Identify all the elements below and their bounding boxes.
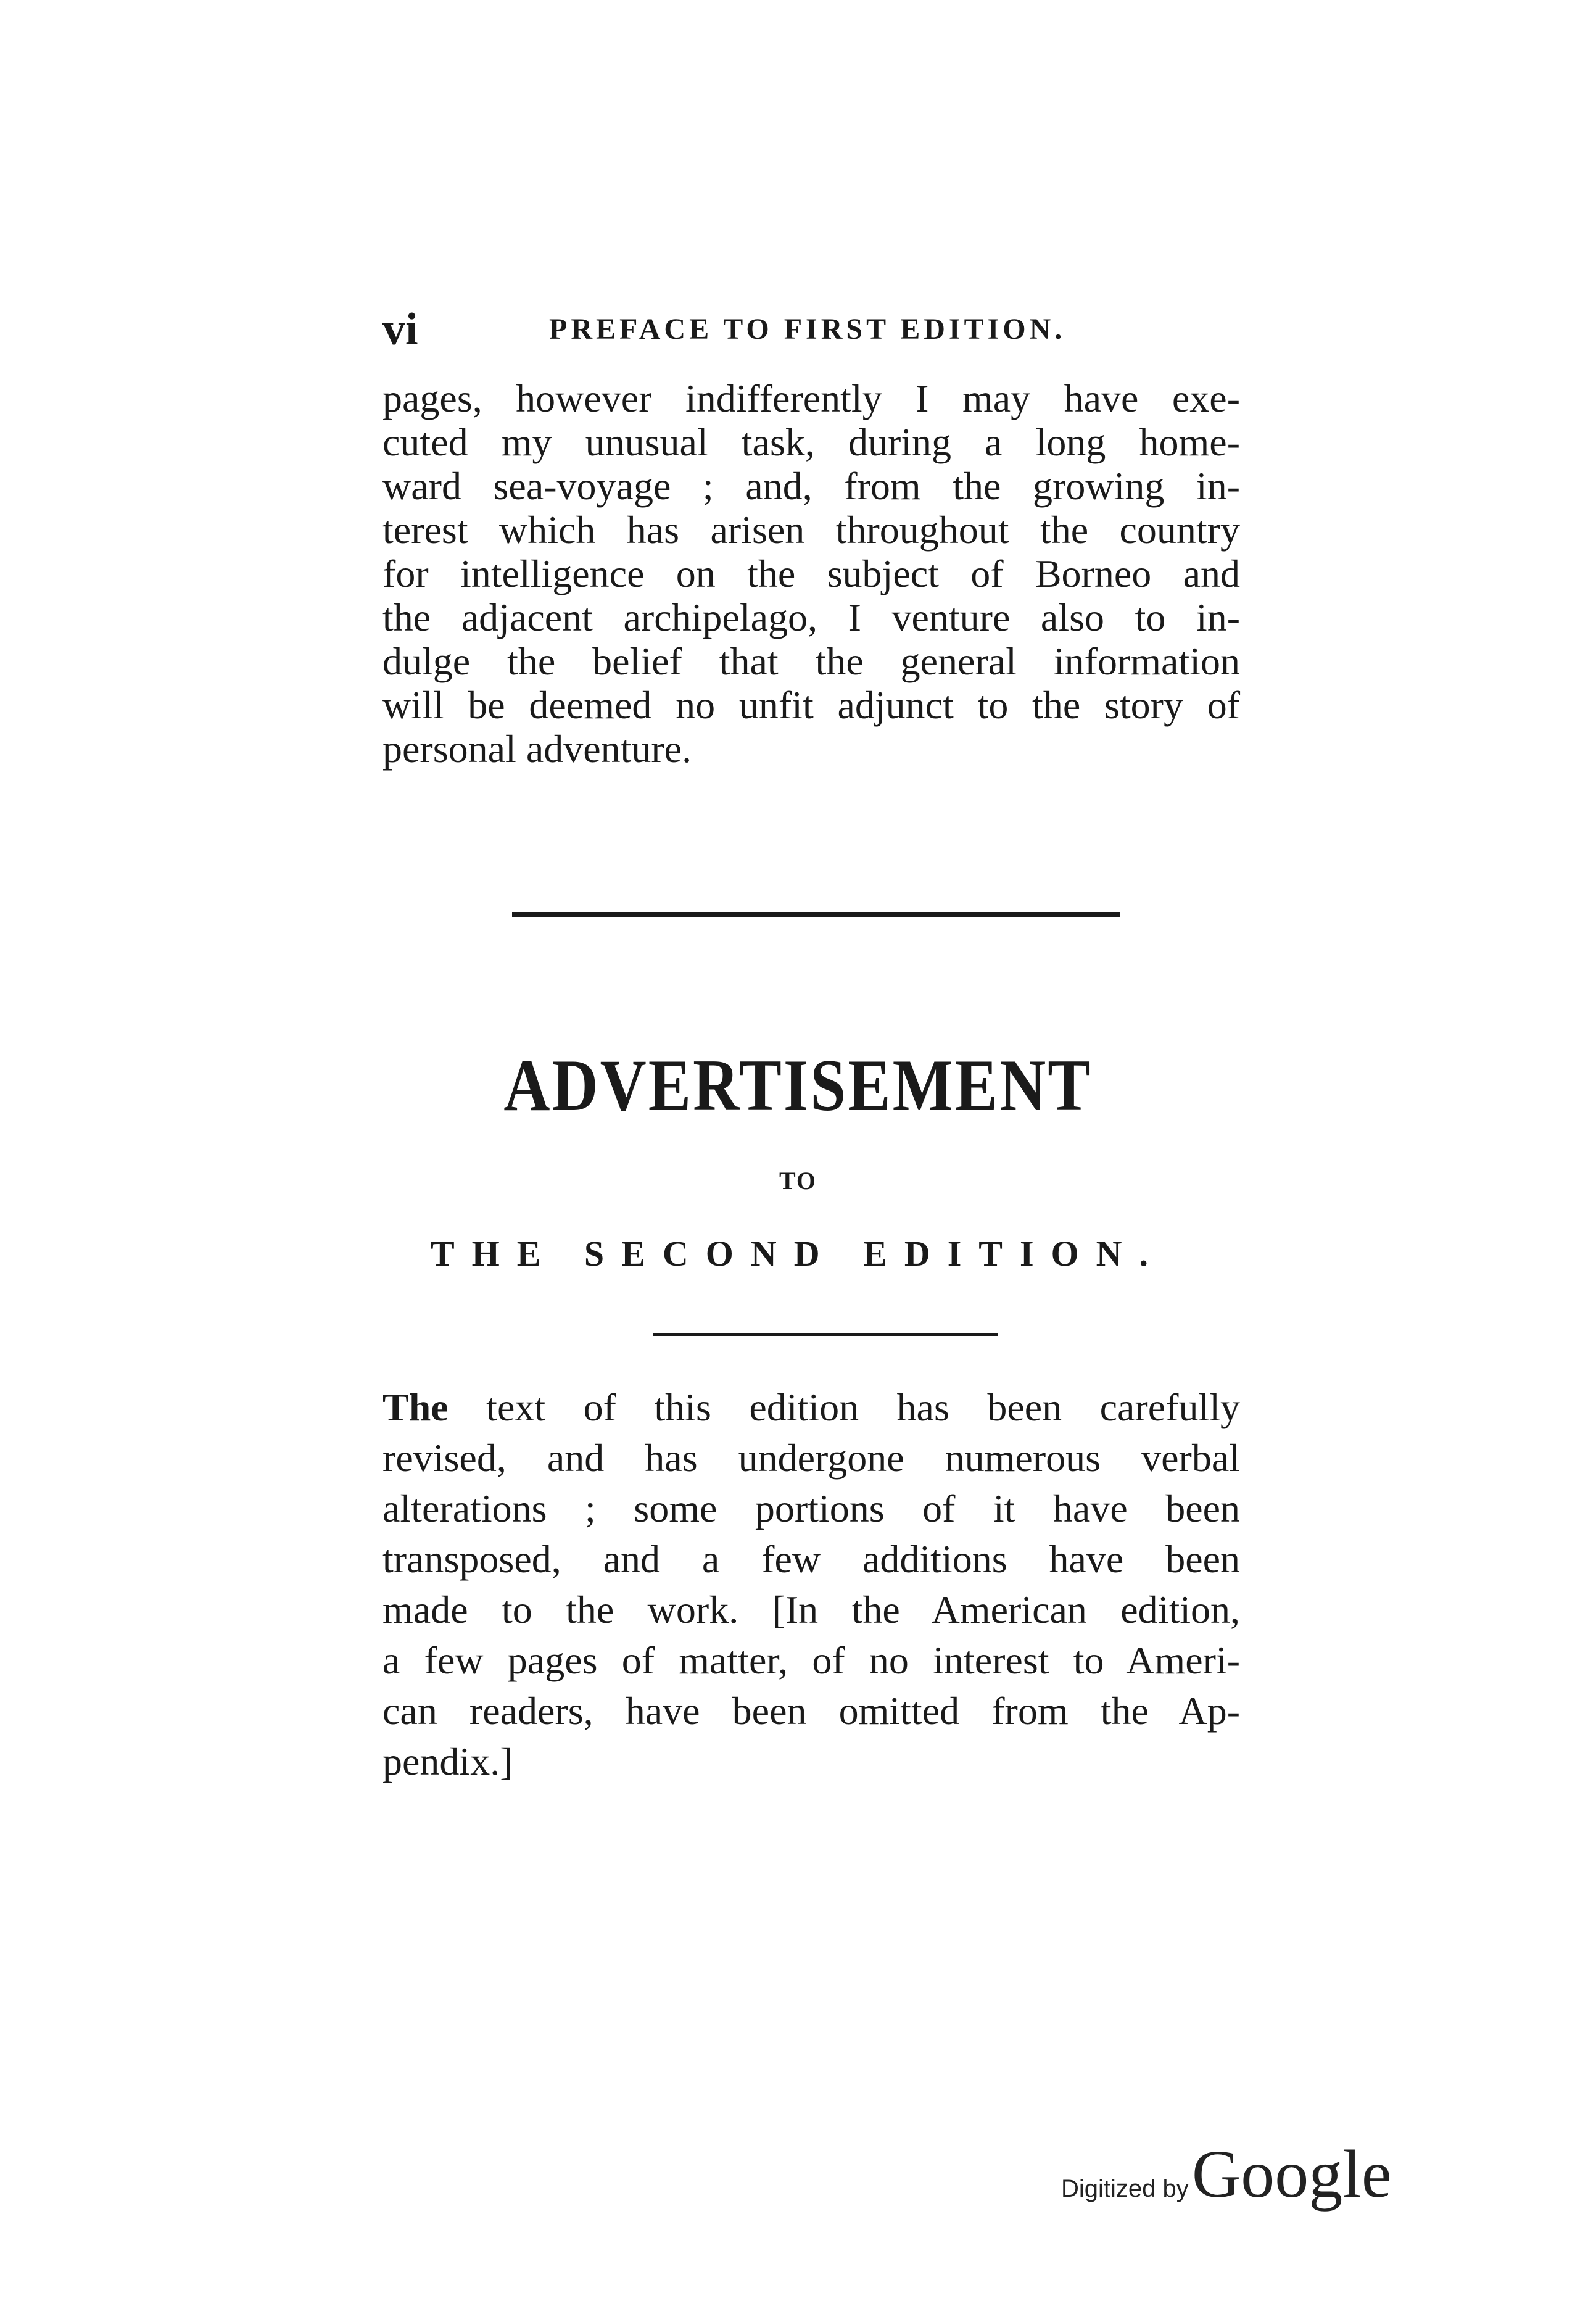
dropcap: The <box>382 1385 449 1429</box>
digitized-by-label: Digitized by <box>1061 2175 1189 2202</box>
text-line: ward sea-voyage ; and, from the growing in- <box>382 464 1240 508</box>
text-line: will be deemed no unfit adjunct to the story of <box>382 683 1240 727</box>
text-line: can readers, have been omitted from the Ap- <box>382 1689 1240 1733</box>
advertisement-paragraph <box>382 1382 1240 1787</box>
text-line: pendix.] <box>382 1739 513 1783</box>
advertisement-to: TO <box>779 1167 817 1195</box>
advertisement-subtitle: THE SECOND EDITION. <box>430 1234 1166 1274</box>
text-line: for intelligence on the subject of Borneo and <box>382 552 1240 595</box>
title-divider <box>653 1333 998 1336</box>
page-number: vi <box>382 304 418 355</box>
google-logo: Google <box>1191 2136 1392 2212</box>
section-divider <box>512 912 1120 917</box>
text-line-rest: text of this edition has been carefully <box>448 1385 1240 1429</box>
digitized-watermark <box>1061 2135 1407 2212</box>
text-line: revised, and has undergone numerous verbal <box>382 1436 1240 1480</box>
text-line: the adjacent archipelago, I venture also to in- <box>382 595 1240 639</box>
preface-paragraph <box>382 376 1240 771</box>
running-head-title: PREFACE TO FIRST EDITION. <box>549 313 1066 346</box>
text-line: personal adventure. <box>382 727 692 771</box>
text-line: alterations ; some portions of it have been <box>382 1486 1240 1530</box>
running-head <box>382 304 1240 353</box>
text-line: dulge the belief that the general information <box>382 639 1240 683</box>
text-line: pages, however indifferently I may have exe- <box>382 376 1240 420</box>
text-line: cuted my unusual task, during a long home- <box>382 420 1240 464</box>
text-line: made to the work. [In the American edition, <box>382 1588 1240 1632</box>
text-line <box>382 1382 1240 1433</box>
text-line: terest which has arisen throughout the country <box>382 508 1240 552</box>
text-line: a few pages of matter, of no interest to Ameri- <box>382 1638 1240 1682</box>
advertisement-title: ADVERTISEMENT <box>503 1045 1093 1127</box>
text-line: transposed, and a few additions have been <box>382 1537 1240 1581</box>
